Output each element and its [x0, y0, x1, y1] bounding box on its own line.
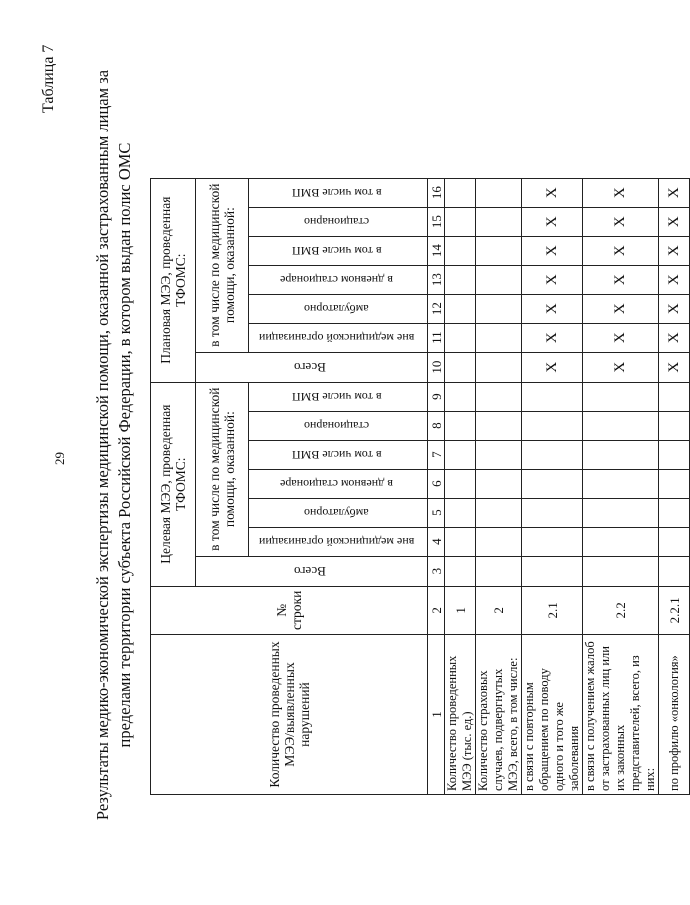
cross-mark: X: [659, 294, 690, 323]
cross-mark: X: [583, 236, 659, 265]
cross-mark: X: [522, 236, 583, 265]
header-including-b: в том числе по медицинской помощи, оказанной:: [196, 178, 249, 352]
cross-mark: X: [659, 323, 690, 352]
header-indicator: Количество проведенных МЭЭ/выявленных нарушений: [151, 635, 428, 795]
column-number: 9: [428, 382, 445, 411]
header-vmp-day-a: в том числе ВМП: [249, 440, 428, 469]
column-number: 13: [428, 265, 445, 294]
header-group-targeted: Целевая МЭЭ, проведенная ТФОМС:: [151, 382, 196, 586]
cross-mark: X: [522, 352, 583, 382]
column-number: 1: [428, 635, 445, 795]
cross-mark: X: [522, 323, 583, 352]
row-number: 2.1: [522, 586, 583, 634]
column-numbers-row: [428, 178, 445, 794]
row-label: по профилю «онкология»: [659, 635, 690, 795]
cross-mark: X: [659, 178, 690, 207]
cross-mark: X: [522, 207, 583, 236]
cross-mark: X: [659, 352, 690, 382]
header-vmp-inpatient-a: в том числе ВМП: [249, 382, 428, 411]
header-vmp-day-b: в том числе ВМП: [249, 236, 428, 265]
cross-mark: X: [583, 323, 659, 352]
header-outpatient-a: амбулаторно: [249, 498, 428, 527]
header-outpatient-b: амбулаторно: [249, 294, 428, 323]
column-number: 3: [428, 556, 445, 586]
column-number: 10: [428, 352, 445, 382]
cross-mark: X: [659, 207, 690, 236]
cross-mark: X: [522, 178, 583, 207]
table-row: [583, 178, 659, 794]
header-day-hospital-b: в дневном стационаре: [249, 265, 428, 294]
header-row-groups: [151, 178, 196, 794]
header-outside-a: вне медицинской организации: [249, 527, 428, 556]
column-number: 15: [428, 207, 445, 236]
cross-mark: X: [583, 294, 659, 323]
column-number: 11: [428, 323, 445, 352]
column-number: 8: [428, 411, 445, 440]
column-number: 6: [428, 469, 445, 498]
table-row: [659, 178, 690, 794]
row-label: в связи с получением жалоб от застрахованных лиц или их законных представителей, всего, из них:: [583, 635, 659, 795]
header-vmp-inpatient-b: в том числе ВМП: [249, 178, 428, 207]
results-table: [150, 178, 690, 795]
page-number: 29: [52, 452, 67, 465]
row-number: 1: [445, 586, 476, 634]
cross-mark: X: [659, 236, 690, 265]
header-inpatient-a: стационарно: [249, 411, 428, 440]
header-group-planned: Плановая МЭЭ, проведенная ТФОМС:: [151, 178, 196, 382]
header-including-a: в том числе по медицинской помощи, оказанной:: [196, 382, 249, 556]
header-outside-b: вне медицинской организации: [249, 323, 428, 352]
header-inpatient-b: стационарно: [249, 207, 428, 236]
cross-mark: X: [583, 207, 659, 236]
table-label: Таблица 7: [40, 44, 57, 113]
header-day-hospital-a: в дневном стационаре: [249, 469, 428, 498]
cross-mark: X: [583, 352, 659, 382]
row-number: 2.2: [583, 586, 659, 634]
cross-mark: X: [583, 265, 659, 294]
table-row: [476, 178, 522, 794]
cross-mark: X: [659, 265, 690, 294]
header-total-b: Всего: [196, 352, 428, 382]
table-row: [522, 178, 583, 794]
column-number: 14: [428, 236, 445, 265]
row-label: Количество проведенных МЭЭ (тыс. ед.): [445, 635, 476, 795]
cross-mark: X: [522, 265, 583, 294]
column-number: 12: [428, 294, 445, 323]
header-row-number: № строки: [151, 586, 428, 634]
row-label: Количество страховых случаев, подвергнутых МЭЭ, всего, в том числе:: [476, 635, 522, 795]
cross-mark: X: [522, 294, 583, 323]
table-row: [445, 178, 476, 794]
row-number: 2.2.1: [659, 586, 690, 634]
row-number: 2: [476, 586, 522, 634]
column-number: 5: [428, 498, 445, 527]
column-number: 2: [428, 586, 445, 634]
row-label: в связи с повторным обращением по поводу одного и того же заболевания: [522, 635, 583, 795]
column-number: 7: [428, 440, 445, 469]
column-number: 4: [428, 527, 445, 556]
cross-mark: X: [583, 178, 659, 207]
header-total-a: Всего: [196, 556, 428, 586]
column-number: 16: [428, 178, 445, 207]
table-title: Результаты медико-экономической экспертизы медицинской помощи, оказанной застрахованным лицам за пределами территории субъекта Российской Федерации, в котором выдан полис ОМС: [93, 69, 134, 821]
